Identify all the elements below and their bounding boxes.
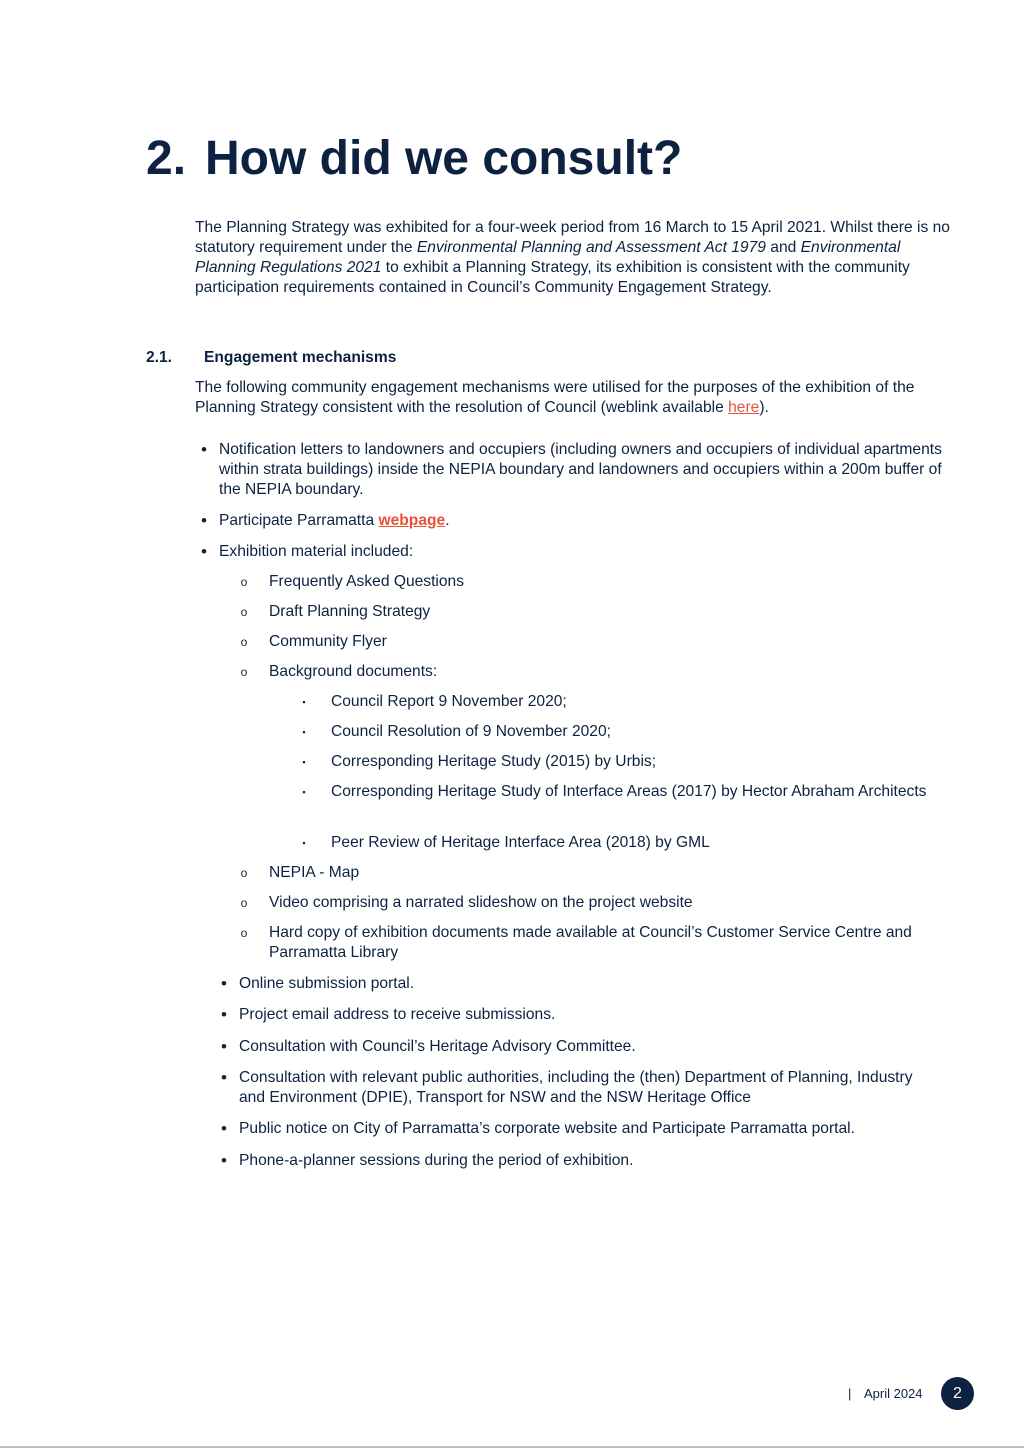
bullet-marker: • (221, 1119, 227, 1138)
list-item-background-doc: Peer Review of Heritage Interface Area (2018) by GML (331, 834, 710, 851)
list-item-nepia-map: NEPIA - Map (269, 864, 360, 881)
webpage-link[interactable]: webpage (378, 512, 446, 529)
bullet-marker: • (221, 1068, 227, 1087)
intro-paragraph (195, 218, 965, 298)
list-item-mechanism: Phone-a-planner sessions during the period of exhibition. (239, 1152, 634, 1169)
lead-text: The following community engagement mechanisms were utilised for the purposes of the exhibition of the Planning Strategy consistent with the resolution of Council (weblink available (195, 379, 915, 416)
heading-text: How did we consult? (205, 132, 683, 185)
circle-marker: o (240, 635, 248, 649)
footer-separator: | (848, 1386, 852, 1401)
page-number-badge: 2 (941, 1377, 974, 1410)
list-item-mechanism: Consultation with relevant public authorities, including the (then) Department of Planning, Industry and Environment (DPIE), Transport for NSW and the NSW Heritage Office (239, 1069, 913, 1106)
list-item-mechanism: Project email address to receive submissions. (239, 1006, 556, 1023)
list-item-notification: Notification letters to landowners and occupiers (including owners and occupiers of individual apartments within strata buildings) inside the NEPIA boundary and landowners and occupiers within a 200m buffer of the NEPIA boundary. (219, 441, 942, 498)
participate-text: Participate Parramatta (219, 512, 379, 529)
circle-marker: o (240, 575, 248, 589)
list-item-background-doc: Council Report 9 November 2020; (331, 693, 567, 710)
section-number: 2.1. (146, 349, 173, 366)
square-marker: ▪ (302, 838, 306, 848)
bullet-marker: • (201, 440, 207, 459)
bullet-marker: • (201, 542, 207, 561)
circle-marker: o (240, 896, 248, 910)
circle-marker: o (240, 605, 248, 619)
bullet-marker: • (201, 511, 207, 530)
list-item-background-doc: Council Resolution of 9 November 2020; (331, 723, 611, 740)
intro-act-title: Environmental Planning and Assessment Act 1979 (416, 239, 766, 256)
square-marker: ▪ (302, 757, 306, 767)
here-link[interactable]: here (728, 399, 760, 416)
bullet-marker: • (221, 1037, 227, 1056)
list-item-background-doc: Corresponding Heritage Study of Interface Areas (2017) by Hector Abraham Architects (331, 783, 927, 800)
section-heading (146, 348, 396, 368)
intro-regulations-title: Environmental Planning Regulations 2021 (195, 239, 901, 276)
list-item-mechanism: Online submission portal. (239, 975, 415, 992)
list-item-exhibition: Exhibition material included: (219, 543, 414, 560)
list-item-hard-copy: Hard copy of exhibition documents made available at Council’s Customer Service Centre and Parramatta Library (269, 924, 912, 961)
heading-number: 2. (146, 132, 187, 185)
section-title: Engagement mechanisms (204, 349, 397, 366)
list-item-background-doc: Corresponding Heritage Study (2015) by Urbis; (331, 753, 657, 770)
bullet-marker: • (221, 1005, 227, 1024)
bullet-marker: • (221, 974, 227, 993)
list-item-mechanism: Public notice on City of Parramatta’s corporate website and Participate Parramatta portal. (239, 1120, 855, 1137)
bullet-marker: • (221, 1151, 227, 1170)
intro-text-2: and (765, 239, 801, 256)
list-item-background: Background documents: (269, 663, 438, 680)
list-item-faq: Frequently Asked Questions (269, 573, 465, 590)
list-item-draft-strategy: Draft Planning Strategy (269, 603, 431, 620)
list-item-community-flyer: Community Flyer (269, 633, 387, 650)
square-marker: ▪ (302, 727, 306, 737)
page-title (146, 130, 682, 188)
lead-after: ). (759, 399, 769, 416)
lead-paragraph (195, 378, 970, 418)
square-marker: ▪ (302, 697, 306, 707)
circle-marker: o (240, 665, 248, 679)
participate-suffix: . (445, 512, 450, 529)
circle-marker: o (240, 866, 248, 880)
list-item-mechanism: Consultation with Council’s Heritage Advisory Committee. (239, 1038, 636, 1055)
intro-text-3: to exhibit a Planning Strategy, its exhibition is consistent with the community participation requirements contained in Council’s Community Engagement Strategy. (195, 259, 910, 296)
list-item-video: Video comprising a narrated slideshow on the project website (269, 894, 693, 911)
intro-text-1: The Planning Strategy was exhibited for a four-week period from 16 March to 15 April 2021. Whilst there is no statutory requirement under the (195, 219, 950, 256)
list-item-participate (219, 511, 964, 531)
square-marker: ▪ (302, 787, 306, 797)
circle-marker: o (240, 926, 248, 940)
page-bottom-edge (0, 1446, 1024, 1448)
footer-date: April 2024 (864, 1386, 923, 1401)
